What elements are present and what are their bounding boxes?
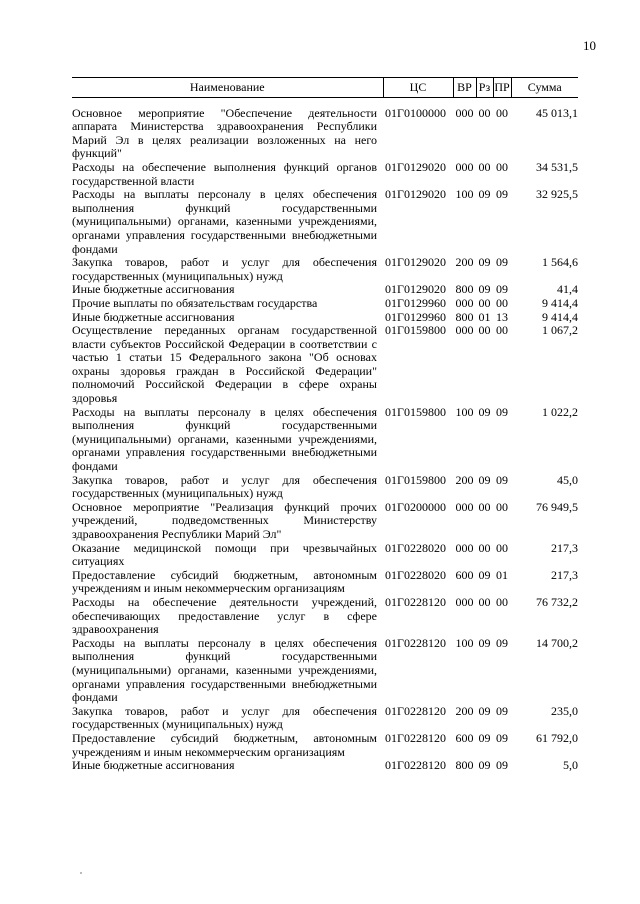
cell-name: Расходы на выплаты персоналу в целях обеспечения выполнения функций государственными (муниципальными) органами, казенными учреждениями, органами управления государственными внебюджетными фондами xyxy=(72,635,377,705)
cell-rz: 09 xyxy=(478,635,491,650)
table-row xyxy=(72,732,578,759)
table-row xyxy=(72,406,578,474)
cell-sum: 235,0 xyxy=(551,703,578,718)
cell-sum: 217,3 xyxy=(551,567,578,582)
cell-pr: 00 xyxy=(496,105,508,120)
cell-sum: 5,0 xyxy=(563,758,578,773)
cell-sum: 76 732,2 xyxy=(536,594,578,609)
cell-pr: 09 xyxy=(496,187,508,202)
cell-rz: 00 xyxy=(478,594,491,609)
cell-sum: 1 564,6 xyxy=(542,255,578,270)
cell-pr: 01 xyxy=(496,567,508,582)
cell-name: Расходы на выплаты персоналу в целях обеспечения выполнения функций государственными (муниципальными) органами, казенными учреждениями, органами управления государственными внебюджетными фондами xyxy=(72,404,377,474)
cell-name: Предоставление субсидий бюджетным, автономным учреждениям и иным некоммерческим организациям xyxy=(72,567,377,596)
cell-cs: 01Г0129020 xyxy=(385,255,446,270)
cell-name: Расходы на обеспечение деятельности учреждений, обеспечивающих предоставление услуг в сфере здравоохранения xyxy=(72,594,377,637)
cell-sum: 14 700,2 xyxy=(536,635,578,650)
cell-cs: 01Г0129020 xyxy=(385,159,446,174)
cell-pr: 09 xyxy=(496,758,508,773)
cell-pr: 09 xyxy=(496,282,508,297)
table-row xyxy=(72,542,578,569)
cell-cs: 01Г0129960 xyxy=(385,295,446,310)
cell-sum: 76 949,5 xyxy=(536,499,578,514)
cell-vr: 000 xyxy=(455,499,474,514)
cell-pr: 00 xyxy=(496,499,508,514)
cell-rz: 09 xyxy=(478,758,491,773)
cell-pr: 00 xyxy=(496,540,508,555)
cell-cs: 01Г0159800 xyxy=(385,472,446,487)
cell-rz: 00 xyxy=(478,323,491,338)
cell-sum: 9 414,4 xyxy=(542,309,578,324)
cell-vr: 800 xyxy=(455,282,474,297)
cell-cs: 01Г0228020 xyxy=(385,540,446,555)
cell-sum: 34 531,5 xyxy=(536,159,578,174)
budget-table xyxy=(72,77,578,773)
cell-pr: 00 xyxy=(496,295,508,310)
header-vr: ВР xyxy=(453,78,476,98)
cell-rz: 00 xyxy=(478,499,491,514)
cell-vr: 100 xyxy=(455,635,474,650)
cell-pr: 00 xyxy=(496,323,508,338)
table-row xyxy=(72,256,578,283)
cell-rz: 09 xyxy=(478,255,491,270)
cell-rz: 09 xyxy=(478,404,491,419)
cell-rz: 09 xyxy=(478,282,491,297)
cell-sum: 217,3 xyxy=(551,540,578,555)
cell-cs: 01Г0200000 xyxy=(385,499,446,514)
cell-vr: 600 xyxy=(455,567,474,582)
table-row xyxy=(72,324,578,406)
cell-vr: 800 xyxy=(455,758,474,773)
cell-sum: 45 013,1 xyxy=(536,105,578,120)
cell-cs: 01Г0228120 xyxy=(385,635,446,650)
cell-sum: 1 067,2 xyxy=(542,323,578,338)
cell-cs: 01Г0129020 xyxy=(385,282,446,297)
cell-vr: 000 xyxy=(455,159,474,174)
table-row xyxy=(72,501,578,542)
table-body xyxy=(72,107,578,773)
cell-pr: 00 xyxy=(496,159,508,174)
cell-name: Расходы на выплаты персоналу в целях обеспечения выполнения функций государственными (муниципальными) органами, казенными учреждениями, органами управления государственными внебюджетными фондами xyxy=(72,187,377,256)
header-cs: ЦС xyxy=(383,78,453,98)
table-row xyxy=(72,311,578,325)
cell-vr: 000 xyxy=(455,105,474,120)
cell-rz: 09 xyxy=(478,703,491,718)
cell-sum: 32 925,5 xyxy=(536,187,578,202)
cell-name: Предоставление субсидий бюджетным, автономным учреждениям и иным некоммерческим организациям xyxy=(72,730,377,759)
table-header xyxy=(72,78,578,107)
cell-vr: 100 xyxy=(455,404,474,419)
cell-name: Закупка товаров, работ и услуг для обеспечения государственных (муниципальных) нужд xyxy=(72,472,377,501)
cell-cs: 01Г0129020 xyxy=(385,187,446,202)
table-row xyxy=(72,596,578,637)
cell-cs: 01Г0159800 xyxy=(385,404,446,419)
cell-pr: 00 xyxy=(496,594,508,609)
cell-rz: 00 xyxy=(478,295,491,310)
cell-rz: 01 xyxy=(478,309,491,324)
cell-cs: 01Г0228120 xyxy=(385,703,446,718)
table-row xyxy=(72,107,578,161)
cell-cs: 01Г0100000 xyxy=(385,105,446,120)
cell-vr: 600 xyxy=(455,730,474,745)
cell-name: Закупка товаров, работ и услуг для обеспечения государственных (муниципальных) нужд xyxy=(72,703,377,732)
cell-vr: 000 xyxy=(455,323,474,338)
cell-pr: 09 xyxy=(496,635,508,650)
cell-name: Оказание медицинской помощи при чрезвычайных ситуациях xyxy=(72,540,377,569)
cell-sum: 41,4 xyxy=(557,282,578,297)
cell-rz: 00 xyxy=(478,540,491,555)
cell-cs: 01Г0228020 xyxy=(385,567,446,582)
cell-vr: 200 xyxy=(455,255,474,270)
cell-rz: 09 xyxy=(478,472,491,487)
cell-rz: 09 xyxy=(478,567,491,582)
table-row xyxy=(72,283,578,297)
cell-vr: 000 xyxy=(455,295,474,310)
cell-cs: 01Г0228120 xyxy=(385,594,446,609)
cell-rz: 09 xyxy=(478,187,491,202)
cell-vr: 200 xyxy=(455,703,474,718)
cell-cs: 01Г0228120 xyxy=(385,730,446,745)
cell-sum: 1 022,2 xyxy=(542,404,578,419)
cell-name: Иные бюджетные ассигнования xyxy=(72,758,235,773)
header-sum: Сумма xyxy=(511,78,578,98)
cell-pr: 09 xyxy=(496,404,508,419)
header-rz: Рз xyxy=(476,78,493,98)
header-pr: ПР xyxy=(493,78,511,98)
cell-name: Основное мероприятие "Обеспечение деятельности аппарата Министерства здравоохранения Республики Марий Эл в целях реализации возложенных на него функций" xyxy=(72,105,377,161)
table-row xyxy=(72,474,578,501)
cell-sum: 45,0 xyxy=(557,472,578,487)
cell-name: Закупка товаров, работ и услуг для обеспечения государственных (муниципальных) нужд xyxy=(72,255,377,283)
page-number: 10 xyxy=(583,38,596,53)
cell-name: Иные бюджетные ассигнования xyxy=(72,282,235,297)
cell-rz: 00 xyxy=(478,105,491,120)
table-row xyxy=(72,188,578,256)
cell-vr: 000 xyxy=(455,540,474,555)
cell-rz: 09 xyxy=(478,730,491,745)
cell-name: Расходы на обеспечение выполнения функций органов государственной власти xyxy=(72,159,377,188)
cell-name: Осуществление переданных органам государственной власти субъектов Российской Федерации в соответствии с частью 1 статьи 15 Федерального закона "Об основах охраны здоровья граждан в Российской Федерации" полномочий Российской Федерации в сфере охраны здоровья xyxy=(72,323,377,406)
cell-pr: 09 xyxy=(496,255,508,270)
cell-vr: 200 xyxy=(455,472,474,487)
table-row xyxy=(72,297,578,311)
header-name: Наименование xyxy=(72,78,383,98)
cell-pr: 09 xyxy=(496,703,508,718)
cell-vr: 800 xyxy=(455,309,474,324)
table-row xyxy=(72,569,578,596)
cell-sum: 9 414,4 xyxy=(542,295,578,310)
cell-name: Основное мероприятие "Реализация функций прочих учреждений, подведомственных Министерству здравоохранения Республики Марий Эл" xyxy=(72,499,377,541)
table-row xyxy=(72,637,578,705)
scan-mark xyxy=(80,872,82,874)
cell-vr: 000 xyxy=(455,594,474,609)
cell-cs: 01Г0129960 xyxy=(385,309,446,324)
cell-pr: 09 xyxy=(496,730,508,745)
cell-name: Иные бюджетные ассигнования xyxy=(72,309,235,324)
table-row xyxy=(72,161,578,188)
cell-sum: 61 792,0 xyxy=(536,730,578,745)
cell-pr: 09 xyxy=(496,472,508,487)
cell-name: Прочие выплаты по обязательствам государства xyxy=(72,295,318,310)
cell-vr: 100 xyxy=(455,187,474,202)
cell-cs: 01Г0228120 xyxy=(385,758,446,773)
cell-cs: 01Г0159800 xyxy=(385,323,446,338)
cell-rz: 00 xyxy=(478,159,491,174)
cell-pr: 13 xyxy=(496,309,508,324)
table-row xyxy=(72,705,578,732)
table-row xyxy=(72,759,578,773)
